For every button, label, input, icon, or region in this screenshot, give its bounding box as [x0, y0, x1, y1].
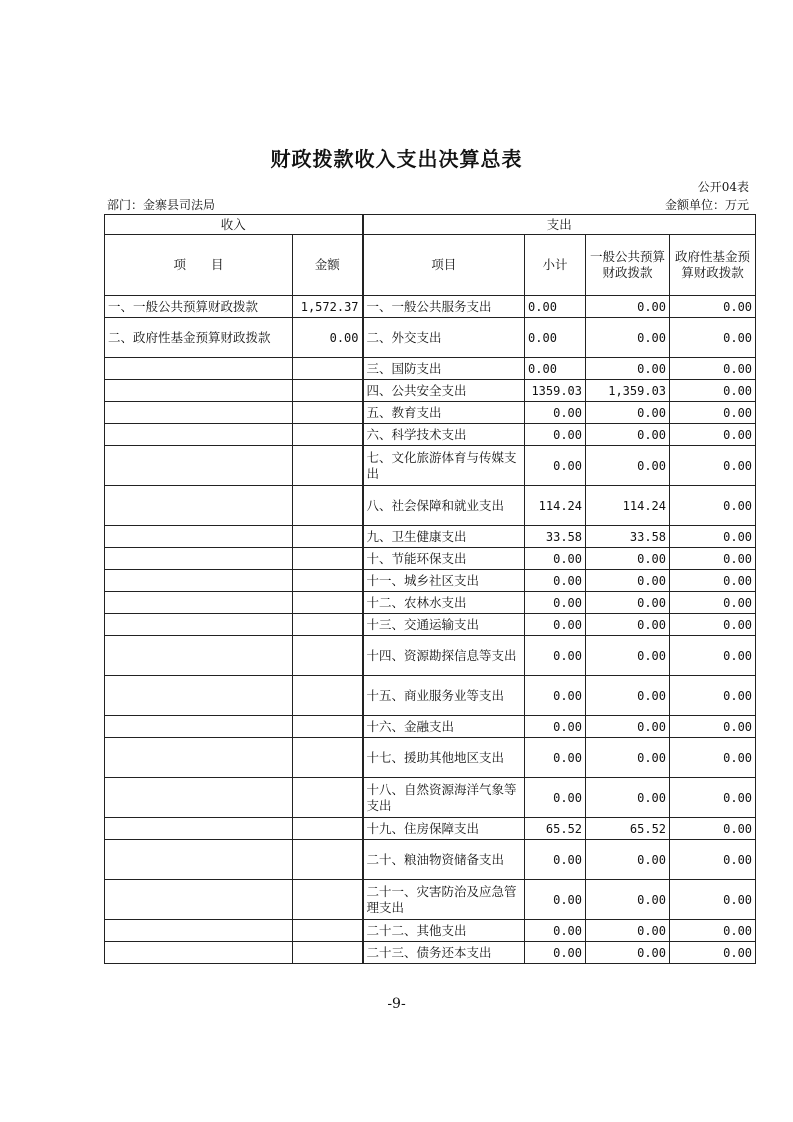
general-budget-cell: 0.00 [586, 778, 670, 818]
table-row [105, 380, 756, 402]
expenditure-item-cell: 二十二、其他支出 [363, 920, 525, 942]
general-budget-cell: 0.00 [586, 716, 670, 738]
subtotal-cell: 0.00 [525, 676, 586, 716]
income-item-cell [105, 614, 293, 636]
subtotal-cell: 0.00 [525, 942, 586, 964]
gov-fund-cell: 0.00 [670, 526, 756, 548]
subtotal-cell: 0.00 [525, 840, 586, 880]
expenditure-item-cell: 六、科学技术支出 [363, 424, 525, 446]
income-amount-cell: 0.00 [293, 318, 363, 358]
income-item-cell [105, 402, 293, 424]
income-amount-cell [293, 424, 363, 446]
general-budget-cell: 65.52 [586, 818, 670, 840]
header-row-top [105, 215, 756, 235]
gov-fund-cell: 0.00 [670, 942, 756, 964]
budget-table [104, 214, 756, 964]
expenditure-item-cell: 二十一、灾害防治及应急管理支出 [363, 880, 525, 920]
income-item-cell [105, 676, 293, 716]
table-row [105, 486, 756, 526]
general-budget-cell: 0.00 [586, 738, 670, 778]
income-amount-cell [293, 380, 363, 402]
income-amount-cell [293, 402, 363, 424]
gov-fund-cell: 0.00 [670, 840, 756, 880]
income-item-cell [105, 920, 293, 942]
gov-fund-cell: 0.00 [670, 636, 756, 676]
subtotal-cell: 0.00 [525, 920, 586, 942]
expenditure-item-cell: 二、外交支出 [363, 318, 525, 358]
expenditure-item-cell: 十四、资源勘探信息等支出 [363, 636, 525, 676]
income-item-cell [105, 526, 293, 548]
income-item-cell [105, 592, 293, 614]
table-row [105, 526, 756, 548]
expenditure-item-cell: 十二、农林水支出 [363, 592, 525, 614]
table-row [105, 318, 756, 358]
general-budget-cell: 0.00 [586, 446, 670, 486]
income-amount-cell [293, 446, 363, 486]
general-budget-cell: 33.58 [586, 526, 670, 548]
income-item-cell [105, 818, 293, 840]
income-amount-cell [293, 778, 363, 818]
table-row [105, 676, 756, 716]
income-amount-cell [293, 716, 363, 738]
table-row [105, 840, 756, 880]
expenditure-item-cell: 十三、交通运输支出 [363, 614, 525, 636]
expenditure-item-cell: 七、文化旅游体育与传媒支出 [363, 446, 525, 486]
expenditure-item-cell: 十九、住房保障支出 [363, 818, 525, 840]
unit-label: 金额单位：万元 [664, 198, 749, 212]
expenditure-item-cell: 三、国防支出 [363, 358, 525, 380]
income-item-cell [105, 570, 293, 592]
expenditure-item-cell: 十八、自然资源海洋气象等支出 [363, 778, 525, 818]
income-item-cell [105, 880, 293, 920]
income-amount-cell [293, 358, 363, 380]
expenditure-item-cell: 二十三、债务还本支出 [363, 942, 525, 964]
gov-fund-cell: 0.00 [670, 446, 756, 486]
gov-fund-cell: 0.00 [670, 358, 756, 380]
table-row [105, 920, 756, 942]
table-row [105, 424, 756, 446]
subtotal-cell: 0.00 [525, 592, 586, 614]
form-number: 公开04表 [697, 180, 749, 194]
general-budget-cell: 0.00 [586, 920, 670, 942]
gov-fund-cell: 0.00 [670, 592, 756, 614]
income-amount-cell [293, 840, 363, 880]
page-number: -9- [387, 996, 406, 1012]
subtotal-cell: 0.00 [525, 880, 586, 920]
expenditure-item-cell: 一、一般公共服务支出 [363, 296, 525, 318]
income-item-cell [105, 486, 293, 526]
table-row [105, 738, 756, 778]
general-budget-cell: 0.00 [586, 636, 670, 676]
table-row [105, 880, 756, 920]
table-row [105, 636, 756, 676]
general-budget-cell: 0.00 [586, 358, 670, 380]
subtotal-cell: 0.00 [525, 424, 586, 446]
income-amount-cell [293, 486, 363, 526]
table-row [105, 942, 756, 964]
expenditure-item-cell: 八、社会保障和就业支出 [363, 486, 525, 526]
income-amount-cell [293, 592, 363, 614]
expenditure-item-cell: 十五、商业服务业等支出 [363, 676, 525, 716]
income-header: 收入 [105, 215, 363, 235]
subtotal-cell: 0.00 [525, 402, 586, 424]
general-budget-cell: 1,359.03 [586, 380, 670, 402]
table-row [105, 716, 756, 738]
expenditure-item-cell: 五、教育支出 [363, 402, 525, 424]
gov-fund-cell: 0.00 [670, 318, 756, 358]
table-row [105, 358, 756, 380]
table-row [105, 614, 756, 636]
general-budget-cell: 0.00 [586, 402, 670, 424]
general-budget-cell: 0.00 [586, 592, 670, 614]
subtotal-cell: 0.00 [525, 716, 586, 738]
expenditure-item-cell: 十七、援助其他地区支出 [363, 738, 525, 778]
gov-fund-cell: 0.00 [670, 920, 756, 942]
header-row-columns [105, 235, 756, 296]
page-title: 财政拨款收入支出决算总表 [270, 147, 523, 171]
subtotal-cell: 0.00 [525, 738, 586, 778]
income-amount-cell [293, 676, 363, 716]
income-amount-cell [293, 880, 363, 920]
subtotal-header: 小计 [525, 235, 586, 296]
income-amount-cell [293, 818, 363, 840]
income-item-cell [105, 548, 293, 570]
subtotal-cell: 0.00 [525, 318, 586, 358]
gov-fund-cell: 0.00 [670, 380, 756, 402]
table-row [105, 296, 756, 318]
income-item-cell [105, 778, 293, 818]
subtotal-cell: 65.52 [525, 818, 586, 840]
income-amount-cell [293, 614, 363, 636]
subtotal-cell: 0.00 [525, 296, 586, 318]
income-item-cell [105, 424, 293, 446]
subtotal-cell: 0.00 [525, 636, 586, 676]
subtotal-cell: 114.24 [525, 486, 586, 526]
general-budget-cell: 0.00 [586, 880, 670, 920]
table-row [105, 402, 756, 424]
general-budget-cell: 0.00 [586, 424, 670, 446]
income-amount-cell [293, 738, 363, 778]
department-label: 部门：金寨县司法局 [107, 198, 216, 212]
general-budget-cell: 0.00 [586, 942, 670, 964]
subtotal-cell: 0.00 [525, 446, 586, 486]
general-budget-cell: 0.00 [586, 840, 670, 880]
gov-fund-cell: 0.00 [670, 614, 756, 636]
subtotal-cell: 0.00 [525, 570, 586, 592]
income-item-cell [105, 840, 293, 880]
expenditure-item-cell: 四、公共安全支出 [363, 380, 525, 402]
table-row [105, 592, 756, 614]
expenditure-item-cell: 二十、粮油物资储备支出 [363, 840, 525, 880]
income-item-header: 项 目 [105, 235, 293, 296]
table-row [105, 570, 756, 592]
general-budget-cell: 0.00 [586, 676, 670, 716]
subtotal-cell: 1359.03 [525, 380, 586, 402]
gov-fund-cell: 0.00 [670, 716, 756, 738]
subtotal-cell: 0.00 [525, 778, 586, 818]
expenditure-item-cell: 十六、金融支出 [363, 716, 525, 738]
gov-fund-cell: 0.00 [670, 778, 756, 818]
gov-fund-header: 政府性基金预算财政拨款 [670, 235, 756, 296]
income-item-cell [105, 358, 293, 380]
income-item-cell [105, 738, 293, 778]
income-item-cell [105, 636, 293, 676]
income-amount-cell [293, 942, 363, 964]
gov-fund-cell: 0.00 [670, 818, 756, 840]
income-amount-header: 金额 [293, 235, 363, 296]
subtotal-cell: 0.00 [525, 614, 586, 636]
general-budget-cell: 0.00 [586, 614, 670, 636]
general-budget-cell: 114.24 [586, 486, 670, 526]
table-row [105, 548, 756, 570]
income-amount-cell [293, 570, 363, 592]
table-row [105, 818, 756, 840]
expenditure-item-cell: 九、卫生健康支出 [363, 526, 525, 548]
gov-fund-cell: 0.00 [670, 548, 756, 570]
income-item-cell [105, 716, 293, 738]
expenditure-item-cell: 十、节能环保支出 [363, 548, 525, 570]
expenditure-item-cell: 十一、城乡社区支出 [363, 570, 525, 592]
expenditure-item-header: 项目 [363, 235, 525, 296]
table-row [105, 446, 756, 486]
table-row [105, 778, 756, 818]
income-item-cell [105, 942, 293, 964]
gov-fund-cell: 0.00 [670, 486, 756, 526]
gov-fund-cell: 0.00 [670, 880, 756, 920]
income-amount-cell [293, 548, 363, 570]
general-budget-header: 一般公共预算财政拨款 [586, 235, 670, 296]
income-item-cell [105, 446, 293, 486]
income-item-cell [105, 380, 293, 402]
general-budget-cell: 0.00 [586, 318, 670, 358]
gov-fund-cell: 0.00 [670, 424, 756, 446]
subtotal-cell: 0.00 [525, 358, 586, 380]
income-amount-cell [293, 526, 363, 548]
income-amount-cell: 1,572.37 [293, 296, 363, 318]
gov-fund-cell: 0.00 [670, 676, 756, 716]
general-budget-cell: 0.00 [586, 296, 670, 318]
expenditure-header: 支出 [363, 215, 756, 235]
gov-fund-cell: 0.00 [670, 738, 756, 778]
gov-fund-cell: 0.00 [670, 570, 756, 592]
general-budget-cell: 0.00 [586, 570, 670, 592]
income-amount-cell [293, 636, 363, 676]
income-amount-cell [293, 920, 363, 942]
gov-fund-cell: 0.00 [670, 402, 756, 424]
gov-fund-cell: 0.00 [670, 296, 756, 318]
subtotal-cell: 33.58 [525, 526, 586, 548]
subtotal-cell: 0.00 [525, 548, 586, 570]
income-item-cell: 二、政府性基金预算财政拨款 [105, 318, 293, 358]
income-item-cell: 一、一般公共预算财政拨款 [105, 296, 293, 318]
general-budget-cell: 0.00 [586, 548, 670, 570]
